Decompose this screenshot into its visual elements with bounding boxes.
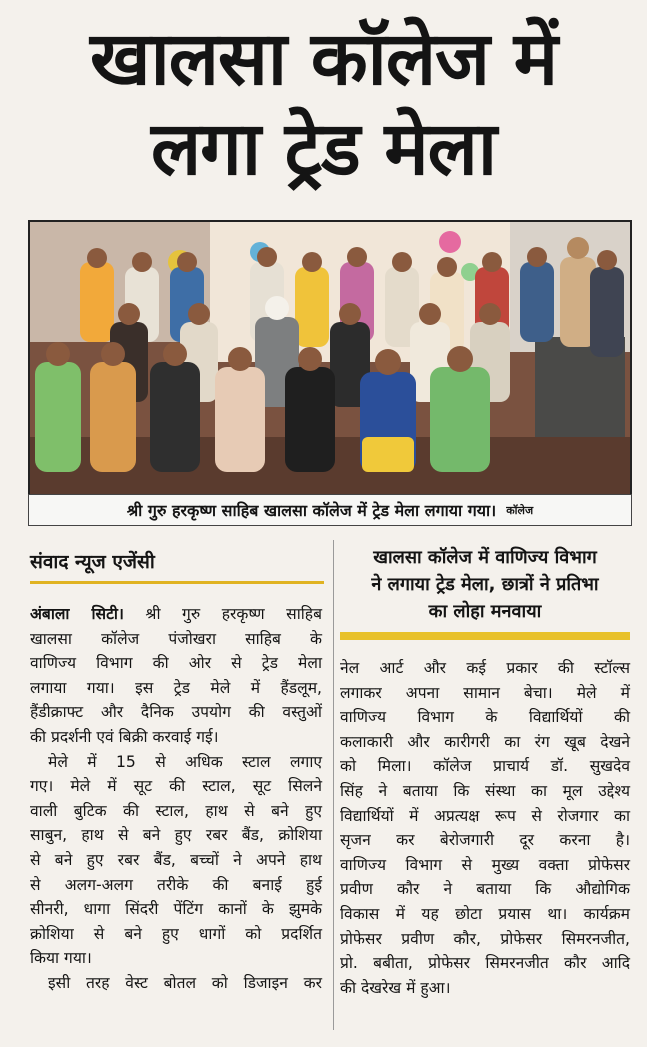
headline-line-1: खालसा कॉलेज में	[90, 16, 557, 102]
photo-caption	[28, 494, 632, 526]
headline-line-2: लगा ट्रेड मेला	[150, 106, 496, 192]
subheadline	[340, 544, 630, 625]
article-line: वाली बुटिक की स्टाल, हाथ से बने हुए	[30, 801, 322, 820]
headline	[0, 14, 647, 194]
article-column-right	[340, 656, 630, 1000]
article-line: को मिला। कॉलेज प्राचार्य डॉ. सुखदेव	[340, 757, 630, 776]
group-photo	[28, 220, 632, 496]
subheadline-line: का लोहा मनवाया	[428, 601, 542, 622]
article-line: लगाया गया। इस ट्रेड मेले में हैंडलूम,	[30, 678, 322, 697]
article-line: वाणिज्य विभाग के विद्यार्थियों की	[340, 708, 630, 727]
article-line: वाणिज्य विभाग की ओर से ट्रेड मेला	[30, 654, 322, 673]
article-line: क्रोशिया से बने हुए धागों को प्रदर्शित	[30, 924, 322, 943]
photo-caption-text: श्री गुरु हरकृष्ण साहिब खालसा कॉलेज में ट्रेड मेला लगाया गया।	[126, 501, 497, 520]
article-line: वाणिज्य विभाग से मुख्य वक्ता प्रोफेसर	[340, 855, 630, 874]
article-line: प्रो. बबीता, प्रोफेसर सिमरनजीत कौर आदि	[340, 954, 630, 973]
article-line: की देखरेख में हुआ।	[340, 978, 451, 997]
article-column-left	[30, 602, 322, 996]
article-line: सीनरी, धागा सिंदरी पेंटिंग कानों के झुमके	[30, 900, 322, 919]
agency-rule	[30, 581, 324, 584]
article-line: सिंह ने बताया कि संस्था का मूल उद्देश्य	[340, 781, 630, 800]
article-line: किया गया।	[30, 949, 92, 968]
article-line	[30, 602, 322, 627]
article-line: नेल आर्ट और कई प्रकार की स्टॉल्स	[340, 659, 630, 677]
article-line: प्रवीण कौर ने बताया कि औद्योगिक	[340, 880, 630, 899]
article-line: से बने हुए रबर बैंड, बच्चों ने अपने हाथ	[30, 850, 322, 869]
agency-byline: संवाद न्यूज एजेंसी	[30, 551, 155, 573]
article-line: इसी तरह वेस्ट बोतल को डिजाइन कर	[48, 973, 322, 992]
article-line: कलाकारी और कारीगरी का रंग खूब देखने	[340, 732, 630, 751]
photo-credit: कॉलेज	[506, 503, 534, 517]
article-line: विकास में यह छोटा प्रयास था। कार्यक्रम	[340, 904, 630, 923]
article-line: लगाकर अपना सामान बेचा। मेले में	[340, 683, 630, 702]
article-line: प्रोफेसर प्रवीण कौर, प्रोफेसर सिमरनजीत,	[340, 929, 630, 948]
article-line: की प्रदर्शनी एवं बिक्री करवाई गई।	[30, 727, 219, 746]
subheadline-line: खालसा कॉलेज में वाणिज्य विभाग	[373, 547, 597, 568]
column-divider	[333, 540, 334, 1030]
article-line: सृजन कर बेरोजगारी दूर करना है।	[340, 831, 630, 850]
article-line: से अलग-अलग तरीके की बनाई हुई	[30, 875, 322, 894]
group-photo-illustration	[30, 222, 630, 494]
article-line-text: श्री गुरु हरकृष्ण साहिब	[145, 605, 322, 623]
article-line: साबुन, हाथ से बने हुए रबर बैंड, क्रोशिया	[30, 826, 322, 845]
article-line: गए। मेले में सूट की स्टाल, सूट सिलने	[30, 777, 322, 796]
article-line: मेले में 15 से अधिक स्टाल लगाए	[48, 752, 322, 771]
dateline: अंबाला सिटी।	[30, 605, 124, 623]
article-line: विद्यार्थियों में अप्रत्यक्ष रूप से रोजगार का	[340, 806, 630, 825]
article-line: हैंडीक्राफ्ट और दैनिक उपयोग की वस्तुओं	[30, 703, 322, 722]
subheadline-rule	[340, 632, 630, 640]
subheadline-line: ने लगाया ट्रेड मेला, छात्रों ने प्रतिभा	[371, 574, 599, 595]
article-line: खालसा कॉलेज पंजोखरा साहिब के	[30, 629, 322, 648]
